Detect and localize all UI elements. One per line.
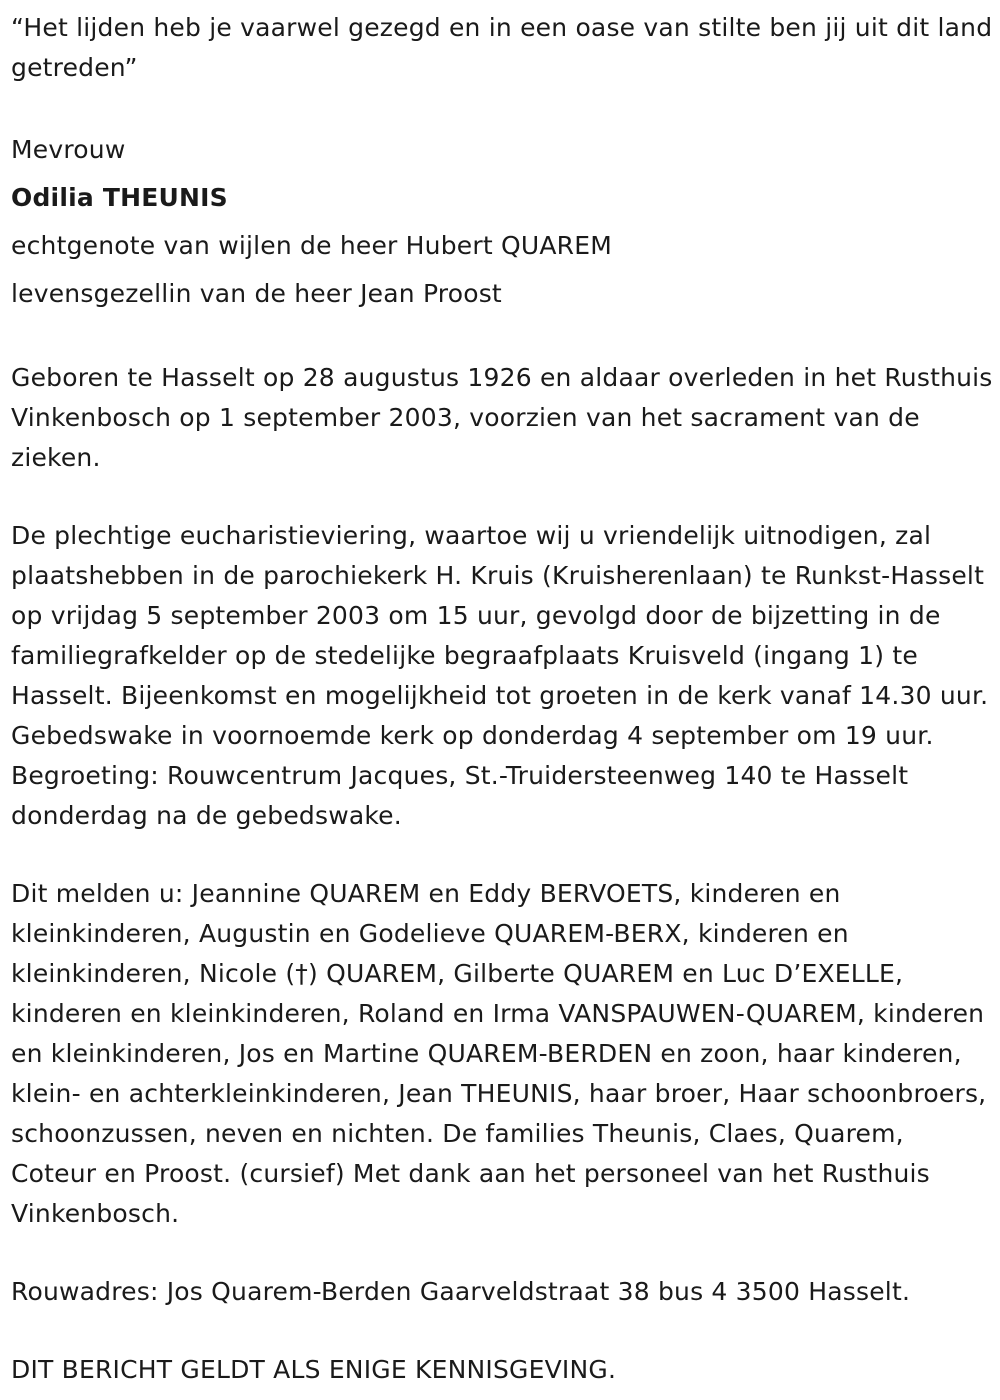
opening-quote: “Het lijden heb je vaarwel gezegd en in een oase van stilte ben jij uit dit land getreden” [11, 13, 993, 82]
partner-relation: levensgezellin van de heer Jean Proost [11, 279, 502, 308]
announcers-paragraph: Dit melden u: Jeannine QUAREM en Eddy BERVOETS, kinderen en kleinkinderen, Augustin en Godelieve QUAREM-BERX, kinderen en kleinkinderen, Nicole (†) QUAREM, Gilberte QUAREM en Luc D’EXELLE, kinderen en kleinkinderen, Roland en Irma VANSPAUWEN-QUAREM, kinderen en kleinkinderen, Jos en Martine QUAREM-BERDEN en zoon, haar kinderen, klein- en achterkleinkinderen, Jean THEUNIS, haar broer, Haar schoonbroers, schoonzussen, neven en nichten. De families Theunis, Claes, Quarem, Coteur en Proost. (cursief) Met dank aan het personeel van het Rusthuis Vinkenbosch. [11, 879, 987, 1228]
mourning-address: Rouwadres: Jos Quarem-Berden Gaarveldstraat 38 bus 4 3500 Hasselt. [11, 1277, 911, 1306]
obituary-notice [11, 8, 993, 1390]
spouse-relation: echtgenote van wijlen de heer Hubert QUAREM [11, 231, 613, 260]
closing-statement: DIT BERICHT GELDT ALS ENIGE KENNISGEVING. [11, 1355, 617, 1384]
honorific: Mevrouw [11, 135, 126, 164]
deceased-name: Odilia THEUNIS [11, 183, 228, 212]
ceremony-paragraph: De plechtige eucharistieviering, waartoe wij u vriendelijk uitnodigen, zal plaatshebben in de parochiekerk H. Kruis (Kruisherenlaan) te Runkst-Hasselt op vrijdag 5 september 2003 om 15 uur, gevolgd door de bijzetting in de familiegrafkelder op de stedelijke begraafplaats Kruisveld (ingang 1) te Hasselt. Bijeenkomst en mogelijkheid tot groeten in de kerk vanaf 14.30 uur. Gebedswake in voornoemde kerk op donderdag 4 september om 19 uur. Begroeting: Rouwcentrum Jacques, St.-Truidersteenweg 140 te Hasselt donderdag na de gebedswake. [11, 521, 989, 830]
birth-death-paragraph: Geboren te Hasselt op 28 augustus 1926 en aldaar overleden in het Rusthuis Vinkenbosch op 1 september 2003, voorzien van het sacrament van de zieken. [11, 363, 993, 472]
